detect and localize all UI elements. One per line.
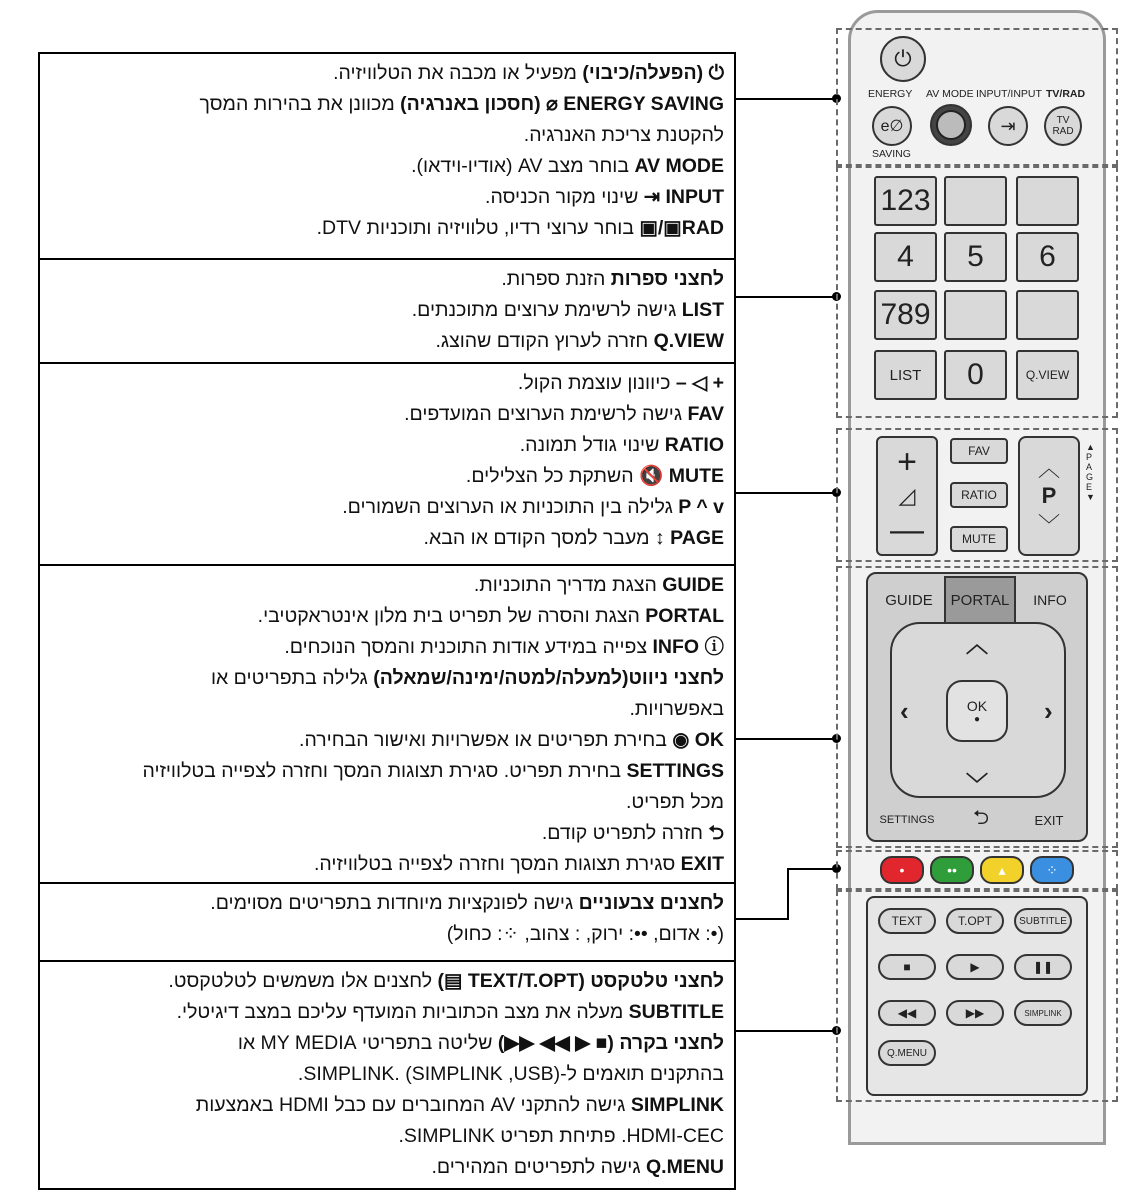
key-description: צפייה במידע אודות התוכנית והמסך הנוכחים. — [284, 636, 653, 658]
blue-button[interactable]: ⁘ — [1030, 856, 1074, 884]
description-line — [52, 997, 724, 1027]
key-description: שינוי מקור הכניסה. — [485, 186, 644, 208]
connector-line — [787, 868, 837, 870]
key-name: MUTE 🔇 — [639, 465, 724, 487]
number-key[interactable]: 4 — [874, 232, 937, 282]
key-description: להקטנת צריכת האנרגיה. — [523, 124, 724, 146]
key-description: גלילה בתפריטים או — [210, 667, 374, 689]
av-mode-icon — [936, 110, 966, 140]
av-mode-button[interactable] — [930, 104, 972, 146]
volume-up-icon: + — [897, 443, 917, 481]
description-line — [52, 919, 724, 949]
connector-line — [736, 918, 788, 920]
number-key[interactable]: 123 — [874, 176, 937, 226]
description-line — [52, 523, 724, 553]
key-name: לחצני טלטקסט (TEXT/T.OPT ▤) — [437, 970, 724, 992]
key-name: PORTAL — [645, 605, 724, 627]
back-button[interactable] — [946, 800, 1016, 840]
settings-button[interactable]: SETTINGS — [879, 814, 935, 826]
simplink-button[interactable]: SIMPLINK — [1014, 1000, 1072, 1026]
key-description: (•: אדום, ••: ירוק, : צהוב, ⁘: כחול) — [446, 923, 724, 945]
program-label: P — [1041, 483, 1057, 508]
group-colors — [836, 850, 1118, 890]
description-line — [52, 756, 724, 786]
number-key[interactable] — [944, 176, 1007, 226]
volume-rocker[interactable] — [876, 436, 938, 556]
key-description: גישה לתפריטים המהירים. — [431, 1156, 646, 1178]
tv-rad-button[interactable] — [1044, 106, 1082, 146]
red-button[interactable]: • — [880, 856, 924, 884]
key-description: בהתקנים תואמים ל-SIMPLINK. (SIMPLINK ,USB). — [297, 1063, 724, 1085]
key-name: EXIT — [680, 853, 724, 875]
description-line — [52, 787, 724, 817]
key-name: LIST — [681, 299, 724, 321]
key-name: Q.VIEW — [653, 330, 724, 352]
energy-saving-button[interactable] — [872, 106, 912, 146]
back-icon: ⮌ — [972, 807, 990, 829]
fast-forward-button[interactable] — [946, 1000, 1004, 1026]
description-line — [52, 1121, 724, 1151]
t-opt-button[interactable]: T.OPT — [946, 908, 1004, 934]
key-name: OK ◉ — [672, 729, 724, 751]
tv-rad-label: TV/RAD — [1046, 88, 1086, 100]
section-power-input — [38, 52, 736, 260]
stop-icon: ■ — [903, 960, 911, 974]
fav-button[interactable]: FAV — [950, 438, 1008, 464]
description-line — [52, 888, 724, 918]
input-button[interactable] — [988, 106, 1028, 146]
key-description: בוחר ערוצי רדיו, טלוויזיה ותוכניות DTV. — [316, 217, 640, 239]
input-label: INPUT/INPUT — [976, 88, 1042, 100]
volume-down-icon: — — [890, 511, 924, 549]
key-description: סגירת תצוגות המסך וחזרה לצפייה בטלוויזיה. — [314, 853, 681, 875]
key-name: INFO ⓘ — [652, 636, 724, 658]
ratio-button[interactable]: RATIO — [950, 482, 1008, 508]
green-button[interactable]: •• — [930, 856, 974, 884]
description-line — [52, 326, 724, 356]
description-line — [52, 1059, 724, 1089]
description-line — [52, 368, 724, 398]
description-line — [52, 725, 724, 755]
page-label: ▲ P A G E ▼ — [1086, 442, 1095, 502]
description-line — [52, 849, 724, 879]
ok-button[interactable] — [946, 680, 1008, 742]
description-line — [52, 295, 724, 325]
key-name: AV MODE — [634, 155, 724, 177]
key-description: שליטה בתפריטי MY MEDIA או — [237, 1032, 498, 1054]
up-arrow-icon[interactable]: ︿ — [966, 632, 989, 657]
description-line — [52, 632, 724, 662]
key-name: ⏻ (הפעלה/כיבוי) — [582, 62, 724, 84]
program-up-icon: ︿ — [1037, 456, 1060, 481]
key-description: מעלה את מצב הכתוביות המועדף עליכם במצב דיגיטלי. — [176, 1001, 629, 1023]
description-line — [52, 89, 724, 119]
description-line — [52, 694, 724, 724]
key-description: לחצנים אלו משמשים לטלטקסט. — [168, 970, 438, 992]
key-description: חזרה לתפריט קודם. — [541, 822, 709, 844]
play-button[interactable] — [946, 954, 1004, 980]
description-line — [52, 213, 724, 243]
description-line — [52, 461, 724, 491]
pause-icon: ❚❚ — [1032, 960, 1054, 974]
key-description: השתקת כל הצלילים. — [465, 465, 640, 487]
number-key[interactable] — [1016, 176, 1079, 226]
key-description: מכוונן את בהירות המסך — [199, 93, 401, 115]
description-line — [52, 492, 724, 522]
key-description: HDMI-CEC. פתיחת תפריט SIMPLINK. — [398, 1125, 724, 1147]
zero-button[interactable]: 0 — [944, 350, 1007, 400]
key-description: הצגת מדריך התוכניות. — [473, 574, 663, 596]
left-arrow-icon[interactable]: ‹ — [900, 696, 909, 726]
connector-line — [787, 868, 789, 920]
volume-icon: ◿ — [898, 483, 916, 508]
text-button[interactable]: TEXT — [878, 908, 936, 934]
ok-label: OK — [966, 697, 988, 714]
power-button[interactable] — [880, 36, 926, 82]
key-description: בחירת תפריטים או אפשרויות ואישור הבחירה. — [299, 729, 673, 751]
key-name: + ◁ – — [675, 372, 724, 394]
ok-dot-icon: ● — [973, 713, 981, 725]
pause-button[interactable] — [1014, 954, 1072, 980]
tv-rad-text: TV RAD — [1052, 115, 1074, 137]
av-mode-label: AV MODE — [926, 88, 974, 100]
key-description: גישה לפונקציות מיוחדות בתפריטים מסוימים. — [210, 892, 579, 914]
key-name: INPUT ⇥ — [643, 186, 724, 208]
key-name: SIMPLINK — [630, 1094, 724, 1116]
play-icon: ▶ — [970, 960, 980, 974]
key-description: גישה להתקני AV המחוברים עם כבל HDMI באמצעות — [195, 1094, 631, 1116]
key-name: RAD▣/▣ — [639, 217, 724, 239]
subtitle-button[interactable]: SUBTITLE — [1014, 908, 1072, 934]
power-icon: ⏻ — [894, 46, 912, 71]
key-name: לחצנים צבעוניים — [578, 892, 724, 914]
number-key[interactable] — [944, 290, 1007, 340]
key-description: מפעיל או מכבה את הטלוויזיה. — [333, 62, 583, 84]
key-description: שינוי גודל תמונה. — [519, 434, 665, 456]
key-name: GUIDE — [662, 574, 724, 596]
exit-button[interactable]: EXIT — [1034, 812, 1064, 828]
key-description: גישה לרשימת הערוצים המועדפים. — [404, 403, 688, 425]
section-number-keys — [38, 258, 736, 364]
rewind-button[interactable] — [878, 1000, 936, 1026]
section-color-keys — [38, 882, 736, 962]
remote-control — [848, 10, 1108, 1160]
key-description: באפשרויות. — [629, 698, 724, 720]
section-volume-channel — [38, 362, 736, 566]
right-arrow-icon[interactable]: › — [1044, 696, 1053, 726]
description-line — [52, 58, 724, 88]
input-icon: ⇥ — [1000, 115, 1016, 136]
key-description: הצגת והסרה של תפריט בית מלון אינטראקטיבי. — [257, 605, 646, 627]
key-description: בחירת תפריט. סגירת תצוגות המסך וחזרה לצפייה בטלוויזיה — [142, 760, 627, 782]
number-key[interactable]: 789 — [874, 290, 937, 340]
key-name: Q.MENU — [646, 1156, 724, 1178]
rewind-icon: ◀◀ — [897, 1006, 917, 1020]
fast-forward-icon: ▶▶ — [965, 1006, 985, 1020]
description-line — [52, 1090, 724, 1120]
description-line — [52, 399, 724, 429]
description-line — [52, 1028, 724, 1058]
key-name: PAGE ↕ — [655, 527, 724, 549]
info-button[interactable]: INFO — [1033, 592, 1067, 608]
key-name: SUBTITLE — [628, 1001, 724, 1023]
q-view-button[interactable]: Q.VIEW — [1016, 350, 1079, 400]
list-button[interactable]: LIST — [874, 350, 937, 400]
program-down-icon: ﹀ — [1037, 513, 1060, 538]
key-name: RATIO — [664, 434, 724, 456]
connector-line — [736, 296, 836, 298]
key-name: ENERGY SAVING ⌀ (חסכון באנרגיה) — [400, 93, 724, 115]
q-menu-button[interactable]: Q.MENU — [878, 1040, 936, 1066]
key-name: לחצני בקרה (■ ▶ ◀◀ ▶▶) — [497, 1032, 724, 1054]
key-description: גלילה בין התוכניות או הערוצים השמורים. — [342, 496, 679, 518]
guide-button[interactable]: GUIDE — [885, 591, 933, 609]
number-key[interactable]: 6 — [1016, 232, 1079, 282]
key-description: מכל תפריט. — [626, 791, 724, 813]
number-key[interactable] — [1016, 290, 1079, 340]
description-line — [52, 264, 724, 294]
stop-button[interactable] — [878, 954, 936, 980]
key-description: בוחר מצב AV (אודיו-וידאו). — [411, 155, 635, 177]
key-description: חזרה לערוץ הקודם שהוצג. — [435, 330, 654, 352]
connector-line — [736, 98, 836, 100]
description-line — [52, 966, 724, 996]
key-name: SETTINGS — [626, 760, 724, 782]
description-line — [52, 818, 724, 848]
section-navigation — [38, 564, 736, 884]
program-rocker[interactable] — [1018, 436, 1080, 556]
key-description: גישה לרשימת ערוצים מתוכנתים. — [411, 299, 682, 321]
key-name: לחצני ניווט(למעלה/למטה/ימינה/שמאלה) — [373, 667, 724, 689]
down-arrow-icon[interactable]: ﹀ — [966, 772, 989, 797]
description-line — [52, 570, 724, 600]
key-description: הזנת ספרות. — [501, 268, 611, 290]
description-line — [52, 151, 724, 181]
section-teletext — [38, 960, 736, 1190]
yellow-button[interactable]: ▴ — [980, 856, 1024, 884]
connector-line — [736, 492, 836, 494]
description-line — [52, 1152, 724, 1182]
mute-button[interactable]: MUTE — [950, 526, 1008, 552]
energy-label: ENERGY — [868, 88, 913, 100]
description-line — [52, 601, 724, 631]
number-key[interactable]: 5 — [944, 232, 1007, 282]
saving-label: SAVING — [872, 148, 911, 160]
connector-line — [736, 1030, 836, 1032]
portal-button[interactable]: PORTAL — [944, 576, 1016, 624]
key-name: לחצני ספרות — [610, 268, 724, 290]
key-name: FAV — [687, 403, 724, 425]
key-description: כיוונון עוצמת הקול. — [517, 372, 676, 394]
description-line — [52, 430, 724, 460]
key-description: מעבר למסך הקודם או הבא. — [423, 527, 655, 549]
description-line — [52, 663, 724, 693]
description-line — [52, 182, 724, 212]
key-name: P ^ v — [678, 496, 724, 518]
description-line — [52, 120, 724, 150]
key-name: ⮌ — [708, 822, 724, 844]
energy-saving-icon: e∅ — [880, 118, 904, 135]
connector-line — [736, 738, 836, 740]
